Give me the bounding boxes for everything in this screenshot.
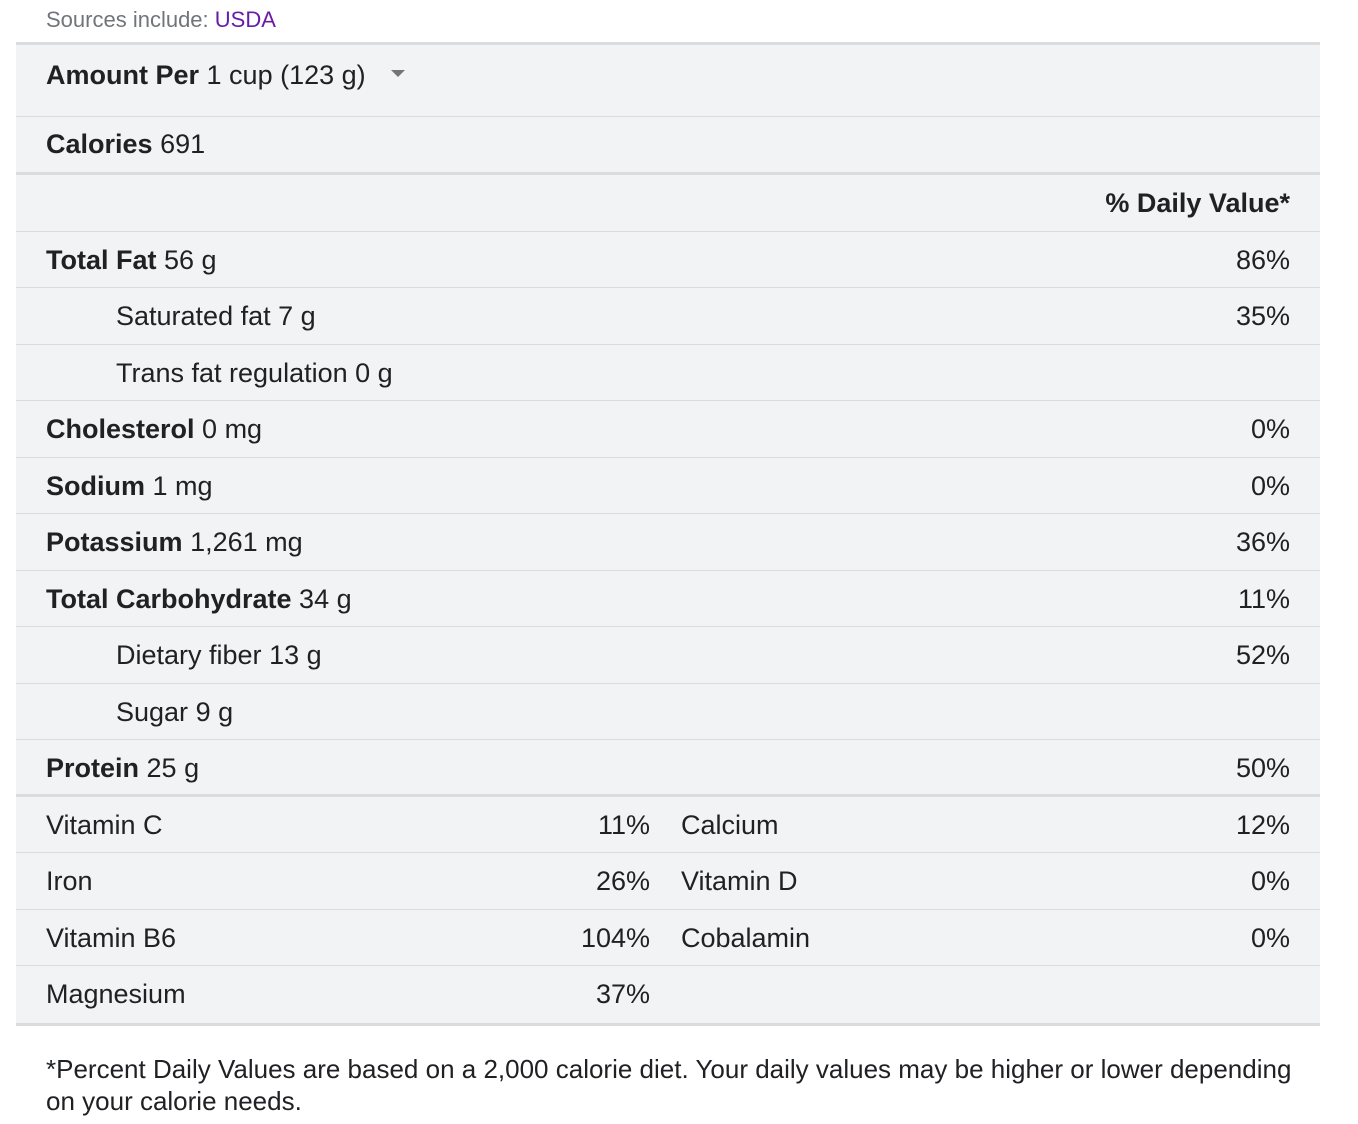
vitamin-name: Iron [46, 866, 93, 896]
nutrient-daily-value: 35% [1235, 301, 1290, 331]
nutrient-name: Saturated fat [116, 301, 271, 331]
amount-per-label: Amount Per [46, 60, 200, 90]
nutrient-row-potassium [16, 514, 1320, 571]
serving-size-selector[interactable]: 1 cup (123 g) [206, 60, 366, 90]
vitamin-row [16, 910, 1320, 967]
daily-value-footnote: *Percent Daily Values are based on a 2,000 calorie diet. Your daily values may be higher or lower depending on your calorie needs. [46, 1054, 1292, 1116]
nutrition-facts-panel [16, 42, 1320, 1026]
nutrient-name: Cholesterol [46, 414, 195, 444]
nutrient-name: Total Carbohydrate [46, 583, 292, 614]
daily-value-header-row [16, 175, 1320, 232]
vitamin-name: Calcium [681, 809, 779, 840]
nutrient-daily-value: 36% [1235, 527, 1290, 557]
nutrient-amount: 34 g [299, 583, 352, 614]
nutrient-row-protein [16, 740, 1320, 797]
nutrient-amount: 25 g [146, 753, 200, 783]
nutrient-amount: 7 g [278, 301, 316, 331]
nutrient-row-saturated-fat [16, 288, 1320, 345]
calories-row [16, 117, 1320, 175]
nutrient-amount: 0 mg [202, 414, 263, 444]
sources-label: Sources include: [46, 7, 215, 32]
nutrient-daily-value: 52% [1235, 640, 1290, 670]
nutrient-name: Dietary fiber [116, 640, 262, 670]
nutrient-daily-value: 11% [1237, 583, 1290, 614]
daily-value-header: % Daily Value* [1105, 188, 1290, 218]
nutrient-daily-value: 86% [1235, 244, 1290, 275]
nutrient-row-trans-fat [16, 345, 1320, 402]
vitamin-name: Vitamin C [46, 809, 163, 840]
nutrient-daily-value: 0% [1250, 470, 1290, 501]
nutrient-amount: 13 g [269, 640, 322, 670]
vitamin-value: 11% [597, 809, 650, 840]
vitamin-row [16, 853, 1320, 910]
nutrient-name: Sugar [116, 696, 189, 727]
nutrient-amount: 1,261 mg [190, 527, 303, 557]
vitamin-value: 104% [580, 922, 650, 953]
nutrient-name: Total Fat [46, 244, 157, 275]
nutrient-row-sugar [16, 684, 1320, 741]
vitamin-value: 37% [595, 979, 650, 1009]
nutrient-row-sodium [16, 458, 1320, 515]
vitamin-name: Vitamin D [681, 866, 798, 896]
calories-label: Calories [46, 129, 153, 159]
sources-line [46, 6, 276, 34]
vitamin-value: 12% [1235, 809, 1290, 840]
caret-down-icon[interactable] [391, 70, 405, 77]
calories-value: 691 [160, 129, 206, 159]
serving-size-row [16, 45, 1320, 117]
nutrient-row-dietary-fiber [16, 627, 1320, 684]
nutrient-amount: 9 g [195, 696, 234, 727]
vitamin-value: 26% [595, 866, 650, 896]
nutrient-name: Protein [46, 753, 140, 783]
vitamin-value: 0% [1250, 922, 1290, 953]
nutrient-row-total-fat [16, 232, 1320, 289]
nutrient-amount: 56 g [164, 244, 217, 275]
vitamin-name: Magnesium [46, 979, 186, 1009]
nutrient-name: Sodium [46, 470, 145, 501]
nutrient-name: Potassium [46, 527, 183, 557]
nutrient-daily-value: 50% [1235, 753, 1290, 783]
vitamin-row [16, 797, 1320, 854]
vitamin-row [16, 966, 1320, 1023]
nutrient-amount: 1 mg [152, 470, 213, 501]
vitamin-name: Cobalamin [681, 922, 811, 953]
nutrient-daily-value: 0% [1250, 414, 1290, 444]
nutrient-name: Trans fat regulation [116, 357, 348, 388]
nutrient-row-cholesterol [16, 401, 1320, 458]
vitamin-name: Vitamin B6 [46, 922, 177, 953]
vitamin-value: 0% [1250, 866, 1290, 896]
nutrient-row-total-carbohydrate [16, 571, 1320, 628]
nutrient-amount: 0 g [355, 357, 393, 388]
usda-source-link[interactable]: USDA [214, 7, 276, 32]
